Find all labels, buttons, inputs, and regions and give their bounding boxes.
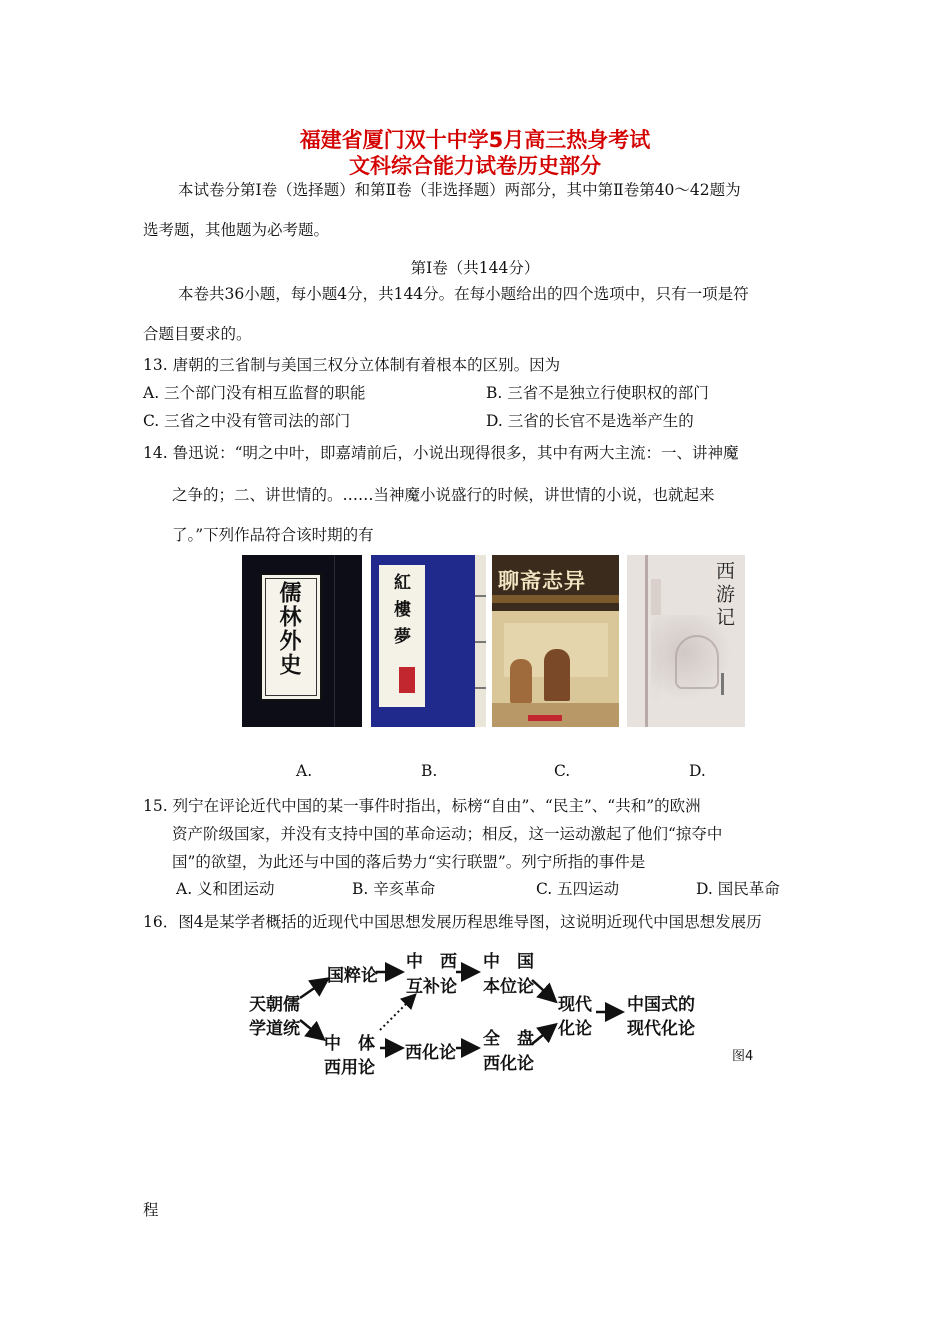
figure-caption: 图4 [732, 1049, 754, 1064]
q13-stem: 13. 唐朝的三省制与美国三权分立体制有着根本的区别。因为 [143, 356, 561, 374]
q13-option-a: A. 三个部门没有相互监督的职能 [143, 384, 366, 402]
q15-line-3: 国”的欲望，为此还与中国的落后势力“实行联盟”。列宁所指的事件是 [172, 853, 646, 871]
node-zhongguo-line-2: 本位论 [483, 977, 534, 997]
q13-option-b: B. 三省不是独立行使职权的部门 [486, 384, 709, 402]
q15-option-a: A. 义和团运动 [176, 880, 275, 898]
q14-line-3: 了。”下列作品符合该时期的有 [172, 526, 374, 544]
book-d-title: 西游记 [713, 561, 735, 630]
arrow-tianchao-to-guocui [300, 980, 326, 998]
book-label-c: C. [554, 762, 571, 780]
book-c-title: 聊斋志异 [498, 568, 586, 593]
q13-option-d: D. 三省的长官不是选举产生的 [486, 412, 694, 430]
q16-line-1: 16．图4是某学者概括的近现代中国思想发展历程思维导图，这说明近现代中国思想发展历 [143, 913, 762, 931]
node-tianchao-line-1: 天朝儒 [249, 995, 300, 1015]
section-desc-line-2: 合题目要求的。 [143, 325, 252, 343]
arrow-zhongti-to-zhongxi [380, 996, 414, 1030]
node-quanpan-line-1: 全 盘 [483, 1029, 534, 1049]
page-title: 福建省厦门双十中学5月高三热身考试 [299, 128, 651, 152]
page-subtitle: 文科综合能力试卷历史部分 [349, 154, 601, 178]
node-zhongguo-line-1: 中 国 [483, 952, 534, 972]
q15-option-b: B. 辛亥革命 [352, 880, 436, 898]
node-zhongxi-line-2: 互补论 [406, 977, 457, 997]
book-b-title: 紅樓夢 [390, 573, 410, 654]
arrow-quanpan-to-xiandai [532, 1026, 554, 1044]
node-tianchao-line-2: 学道统 [249, 1019, 300, 1039]
book-label-a: A. [296, 762, 313, 780]
arrow-tianchao-to-zhongti [300, 1020, 322, 1038]
seal-icon [399, 667, 415, 693]
q14-line-2: 之争的；二、讲世情的。……当神魔小说盛行的时候，讲世情的小说，也就起来 [172, 486, 715, 504]
book-image-c [492, 555, 619, 727]
q15-line-1: 15. 列宁在评论近代中国的某一事件时指出，标榜“自由”、“民主”、“共和”的欧洲 [143, 797, 701, 815]
node-zhongguoshi-line-2: 现代化论 [627, 1019, 695, 1039]
node-zhongguoshi-line-1: 中国式的 [627, 995, 695, 1015]
book-image-d [627, 555, 745, 727]
q15-line-2: 资产阶级国家，并没有支持中国的革命运动；相反，这一运动激起了他们“掠夺中 [172, 825, 723, 843]
q15-option-c: C. 五四运动 [536, 880, 620, 898]
node-guocui: 国粹论 [327, 966, 378, 986]
node-xihua: 西化论 [405, 1043, 456, 1063]
book-image-b [371, 555, 486, 727]
book-label-b: B. [421, 762, 438, 780]
node-quanpan-line-2: 西化论 [483, 1054, 534, 1074]
q13-option-c: C. 三省之中没有管司法的部门 [143, 412, 351, 430]
intro-line-2: 选考题，其他题为必考题。 [143, 221, 330, 239]
q16-tail: 程 [143, 1201, 159, 1219]
node-zhongxi-line-1: 中 西 [406, 952, 457, 972]
q14-line-1: 14. 鲁迅说：“明之中叶，即嘉靖前后，小说出现得很多，其中有两大主流：一、讲神魔 [143, 444, 739, 462]
node-xiandai-line-1: 现代 [558, 995, 592, 1015]
book-label-d: D. [689, 762, 706, 780]
node-xiandai-line-2: 化论 [558, 1019, 592, 1039]
node-zhongti-line-1: 中 体 [324, 1034, 375, 1054]
book-a-title: 儒林外史 [276, 581, 302, 677]
book-image-a [242, 555, 362, 727]
intro-line-1: 本试卷分第Ⅰ卷（选择题）和第Ⅱ卷（非选择题）两部分，其中第Ⅱ卷第40～42题为 [178, 181, 741, 199]
section-desc-line-1: 本卷共36小题，每小题4分，共144分。在每小题给出的四个选项中，只有一项是符 [178, 285, 749, 303]
node-zhongti-line-2: 西用论 [324, 1058, 375, 1078]
arrow-zhongguo-to-xiandai [532, 980, 554, 1000]
q15-option-d: D. 国民革命 [696, 880, 780, 898]
section-heading: 第Ⅰ卷（共144分） [410, 259, 540, 277]
publisher-logo-icon [528, 715, 562, 721]
